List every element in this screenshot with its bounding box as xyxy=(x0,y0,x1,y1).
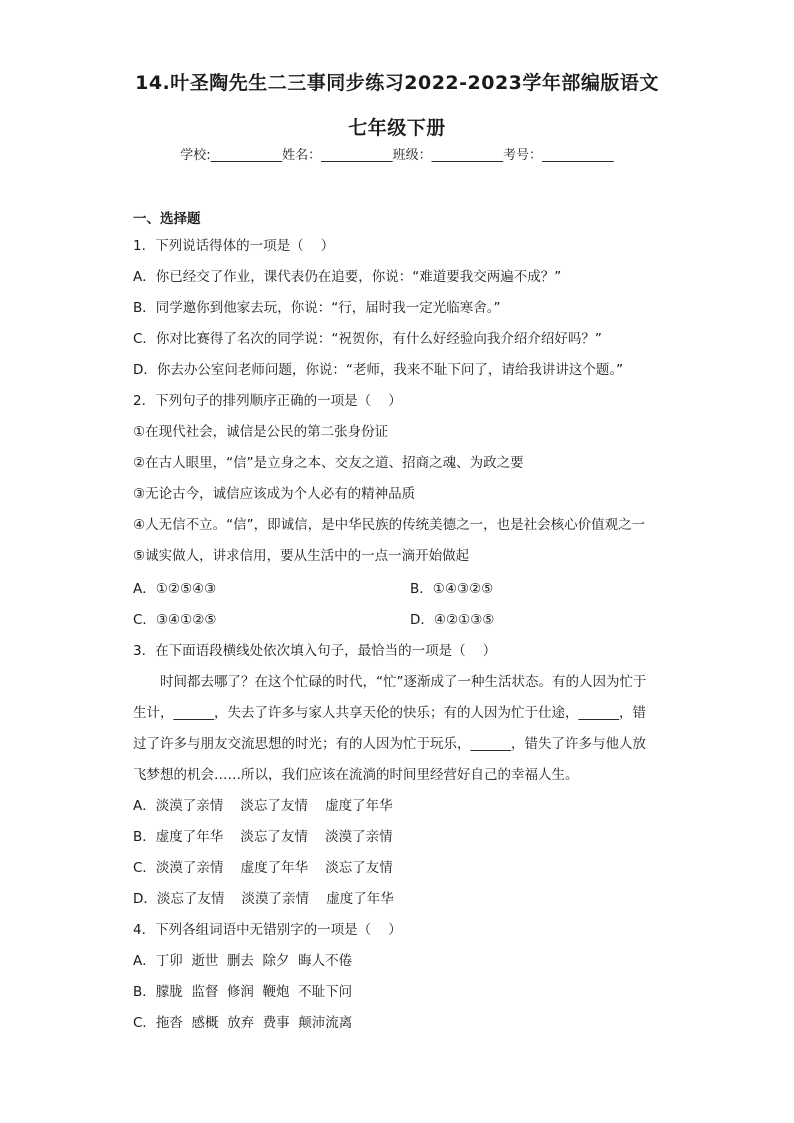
question-1-option-d: D．你去办公室问老师问题，你说：“老师，我来不耻下问了，请给我讲讲这个题。” xyxy=(133,362,624,378)
question-2-option-b: B．①④③②⑤ xyxy=(410,581,494,597)
question-3-stem: 3．在下面语段横线处依次填入句子，最恰当的一项是（ ） xyxy=(133,643,497,659)
student-info-line: 学校:___________姓名：___________班级：___________考号：___________ xyxy=(180,148,614,163)
question-2-sentence-5: ⑤诚实做人，讲求信用，要从生活中的一点一滴开始做起 xyxy=(133,548,470,564)
section-heading: 一、选择题 xyxy=(133,211,201,227)
question-3-option-d: D．淡忘了友情 淡漠了亲情 虚度了年华 xyxy=(133,891,394,907)
question-3-passage-line-1: 时间都去哪了？在这个忙碌的时代，“忙”逐渐成了一种生活状态。有的人因为忙于 xyxy=(160,674,647,690)
question-2-sentence-4: ④人无信不立。“信”，即诚信，是中华民族的传统美德之一，也是社会核心价值观之一 xyxy=(133,517,646,533)
question-2-option-c: C．③④①②⑤ xyxy=(133,612,217,628)
question-1-option-c: C．你对比赛得了名次的同学说：“祝贺你，有什么好经验向我介绍介绍好吗？” xyxy=(133,331,602,347)
title-line-2: 七年级下册 xyxy=(348,117,446,139)
question-4-option-a: A．丁卯 逝世 删去 除夕 晦人不倦 xyxy=(133,953,353,969)
question-2-option-d: D．④②①③⑤ xyxy=(410,612,495,628)
question-4-option-c: C．拖沓 感概 放弃 费事 颠沛流离 xyxy=(133,1015,353,1031)
question-1-option-a: A．你已经交了作业，课代表仍在追要，你说：“难道要我交两遍不成？” xyxy=(133,269,562,285)
question-3-option-a: A．淡漠了亲情 淡忘了友情 虚度了年华 xyxy=(133,798,393,814)
question-2-option-a: A．①②⑤④③ xyxy=(133,581,217,597)
question-4-option-b: B．朦胧 监督 修润 鞭炮 不耻下问 xyxy=(133,984,353,1000)
question-3-option-b: B．虚度了年华 淡忘了友情 淡漠了亲情 xyxy=(133,829,393,845)
question-1-stem: 1．下列说话得体的一项是（ ） xyxy=(133,238,335,254)
question-2-sentence-1: ①在现代社会，诚信是公民的第二张身份证 xyxy=(133,424,389,440)
title-line-1: 14.叶圣陶先生二三事同步练习2022-2023学年部编版语文 xyxy=(135,72,659,94)
question-3-option-c: C．淡漠了亲情 虚度了年华 淡忘了友情 xyxy=(133,860,393,876)
question-3-passage-line-4: 飞梦想的机会……所以，我们应该在流淌的时间里经营好自己的幸福人生。 xyxy=(133,767,579,783)
question-2-sentence-2: ②在古人眼里，“信”是立身之本、交友之道、招商之魂、为政之要 xyxy=(133,455,524,471)
question-4-stem: 4．下列各组词语中无错别字的一项是（ ） xyxy=(133,922,402,938)
question-2-sentence-3: ③无论古今，诚信应该成为个人必有的精神品质 xyxy=(133,486,416,502)
question-3-passage-line-3: 过了许多与朋友交流思想的时光；有的人因为忙于玩乐，______，错失了许多与他人放 xyxy=(133,736,646,752)
question-2-stem: 2．下列句子的排列顺序正确的一项是（ ） xyxy=(133,393,402,409)
question-1-option-b: B．同学邀你到他家去玩，你说：“行，届时我一定光临寒舍。” xyxy=(133,300,501,316)
question-3-passage-line-2: 生计，______，失去了许多与家人共享天伦的快乐；有的人因为忙于仕途，______，错 xyxy=(133,705,646,721)
